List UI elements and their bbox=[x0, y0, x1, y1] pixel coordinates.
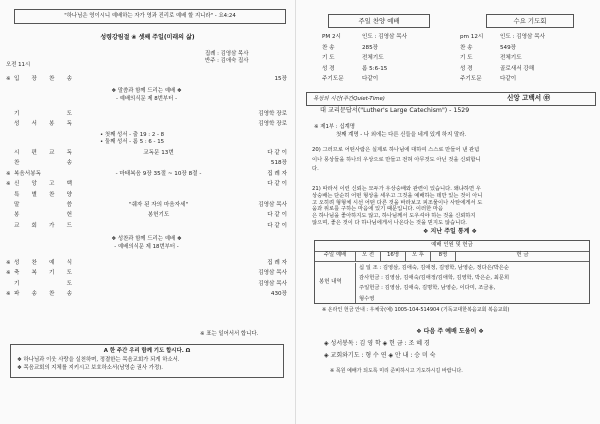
reading-second: • 둘째 성서 - 롬 5 : 6 - 15 bbox=[100, 139, 165, 145]
creed-line: 고 오히려 형형체 시선 어떤 다른 것을 바라보고 피조물이나 사탄에게서 도 bbox=[312, 199, 483, 206]
item-person: 김영삼 목사 bbox=[258, 280, 287, 287]
order-item bbox=[6, 258, 287, 268]
opening-hymn-block bbox=[6, 74, 287, 84]
creed-paragraph-20 bbox=[312, 146, 481, 175]
verse-box bbox=[14, 9, 286, 24]
item-person: 김영삼 목사 bbox=[258, 270, 287, 277]
offering-header: 헌 금 bbox=[516, 252, 529, 258]
item-marker: ※ bbox=[6, 260, 11, 266]
schedule-label: 주기도문 bbox=[322, 76, 344, 83]
schedule-row bbox=[460, 32, 590, 43]
item-label: 축 복 기 도 bbox=[14, 270, 72, 277]
item-marker: ※ bbox=[6, 181, 11, 188]
item-label: 봉 헌 bbox=[14, 212, 72, 219]
leader-presider: 집례 : 김영삼 목사 bbox=[205, 51, 249, 57]
item-marker: ※ bbox=[6, 291, 11, 298]
attendance-label: 주일 예배 bbox=[315, 252, 356, 261]
order-item bbox=[6, 200, 287, 210]
opening-verse: "하나님은 영이시니 예배하는 자가 영과 진리로 예배 할 지니라" - 요4:24 bbox=[64, 13, 236, 19]
creed-commandment: 첫째 계명 - 나 외에는 다른 신들을 네게 있게 하지 말라. bbox=[336, 132, 467, 138]
schedule-label: 성 경 bbox=[322, 65, 335, 72]
schedule-label: 기 도 bbox=[460, 55, 473, 62]
wednesday-prayer-header: 수요 기도회 bbox=[486, 14, 574, 28]
am-label: 오 전 bbox=[356, 252, 381, 261]
schedule-value: 롬 5:6-15 bbox=[362, 65, 388, 72]
announcements-column bbox=[300, 0, 600, 424]
schedule-value: 인도 : 김영삼 목사 bbox=[500, 34, 546, 40]
order-item bbox=[6, 109, 287, 119]
item-person: 집 례 자 bbox=[267, 170, 287, 177]
item-label: 찬 송 bbox=[14, 160, 72, 167]
offering-names bbox=[359, 263, 509, 304]
service-time: 오전 11시 bbox=[6, 62, 31, 68]
item-label: 신 앙 고 백 bbox=[14, 181, 72, 188]
schedule-label: PM 2시 bbox=[322, 34, 341, 40]
schedule-row bbox=[460, 74, 590, 85]
item-detail: - 마태복음 9장 35절 ~ 10장 8절 - bbox=[115, 170, 202, 177]
wednesday-prayer-schedule bbox=[460, 32, 590, 85]
order-item bbox=[6, 190, 287, 200]
creed-subtitle: 대 교리문답서("Luther's Large Catechism") - 1529 bbox=[320, 107, 470, 114]
item-person: 집 례 자 bbox=[267, 260, 287, 266]
item-person: 다 같 이 bbox=[267, 181, 287, 188]
order-item bbox=[6, 158, 287, 168]
order-item bbox=[6, 268, 287, 278]
schedule-value: 285장 bbox=[362, 44, 379, 51]
schedule-row bbox=[322, 32, 450, 43]
schedule-value: 전체기도 bbox=[362, 55, 384, 62]
item-marker: ※ bbox=[6, 76, 11, 82]
next-week-note: ※ 목원 예배가 되도록 미리 준비하시고 기도하시길 바랍니다. bbox=[330, 368, 463, 374]
pm-label: 오 후 bbox=[406, 252, 431, 261]
order-item bbox=[6, 169, 287, 179]
schedule-row bbox=[322, 53, 450, 64]
item-label: 파 송 찬 송 bbox=[14, 291, 72, 298]
order-item bbox=[6, 148, 287, 158]
pm-count: 8명 bbox=[431, 252, 456, 261]
standing-footnote: ※ 표는 일어서서 합니다. bbox=[200, 331, 259, 337]
sunday-praise-header: 주일 찬양 예배 bbox=[328, 14, 430, 28]
item-person: 518장 bbox=[270, 160, 287, 167]
offering-line: 형수영 bbox=[359, 295, 375, 302]
section-title-communion: ❖ 성찬과 함께 드리는 예배 ❖ bbox=[111, 236, 182, 242]
item-person: 15장 bbox=[274, 76, 287, 82]
order-item bbox=[6, 74, 287, 84]
prayer-box-title: A 한 주간 우리 함께 기도 합시다. Ω bbox=[103, 348, 191, 354]
creed-line: 21) 따라서 이런 신뢰는 모두가 우상숭배와 관련이 있습니다. 왜냐하면 우 bbox=[312, 186, 481, 192]
prayer-request-box bbox=[10, 344, 284, 378]
am-count: 16명 bbox=[381, 252, 406, 261]
creed-line: 다. bbox=[312, 166, 319, 172]
creed-line: 20) 그러므로 어떤사람은 실제로 하나님에 대하여 스스로 만들어 낸 관념 bbox=[312, 147, 480, 153]
item-person: 430장 bbox=[270, 291, 287, 298]
schedule-row bbox=[322, 64, 450, 75]
next-week-line-two: ◈ 교회와기도 : 형 수 연 ◈ 안 내 : 승 미 숙 bbox=[324, 352, 436, 359]
online-offering-info: ※ 온라인 헌금 안내 : 우체국(예) 1005-104-514904 (기독교대한복음교회 복음교회) bbox=[322, 307, 510, 313]
stats-subtitle: 예배 인원 및 헌금 bbox=[315, 242, 589, 252]
item-person: 다 같 이 bbox=[267, 222, 287, 229]
next-week-title: ❖ 다음 주 예배 도움이 ❖ bbox=[416, 328, 484, 335]
item-person: 다 같 이 bbox=[267, 212, 287, 219]
item-label: 말 씀 bbox=[14, 201, 72, 208]
item-label: 시 편 교 독 bbox=[14, 150, 72, 156]
schedule-label: 주기도문 bbox=[460, 76, 482, 83]
item-person: 김영학 장로 bbox=[258, 121, 287, 128]
attendance-row bbox=[315, 252, 589, 262]
schedule-row bbox=[460, 64, 590, 75]
reading-first: • 첫째 성서 - 출 19 : 2 - 8 bbox=[100, 132, 165, 138]
schedule-value: 인도 : 김영삼 목사 bbox=[362, 34, 408, 40]
schedule-label: pm 12시 bbox=[460, 34, 484, 40]
item-marker: ※ bbox=[6, 170, 11, 177]
creed-title: 신앙 고백서 ㊥ bbox=[507, 94, 551, 102]
creed-line: 은 하나님을 좋아하지도 않고, 하나님께서 도우셔야 하는 것을 신뢰하지 bbox=[312, 213, 476, 220]
sunday-praise-schedule bbox=[322, 32, 450, 85]
schedule-row bbox=[460, 53, 590, 64]
order-item bbox=[6, 221, 287, 231]
schedule-label: 기 도 bbox=[322, 55, 335, 62]
closing-block bbox=[6, 258, 287, 300]
section-title-word: ❖ 말씀과 함께 드리는 예배 ❖ bbox=[111, 88, 182, 94]
creed-line: 움과 위로를 구하는 마음에 있기 때문입니다. 이러한 마음 bbox=[312, 206, 444, 213]
readings-list bbox=[100, 132, 164, 146]
schedule-value: 골로새서 강해 bbox=[500, 65, 535, 72]
order-item bbox=[6, 210, 287, 220]
order-item bbox=[6, 179, 287, 189]
schedule-value: 다같이 bbox=[500, 76, 517, 83]
item-label: 기 도 bbox=[14, 280, 72, 287]
creed-paragraph-21 bbox=[312, 186, 482, 227]
item-label: 성 찬 예 식 bbox=[14, 260, 72, 266]
order-item bbox=[6, 119, 287, 129]
order-item bbox=[6, 279, 287, 289]
stats-box bbox=[314, 240, 590, 304]
stats-title: ❖ 지난 주일 통계 ❖ bbox=[423, 228, 477, 235]
creed-line: 이나 몽상들을 하나의 우상으로 만들고 전혀 아무것도 아닌 것을 신뢰합니 bbox=[312, 156, 481, 163]
prayer-reading-block bbox=[6, 109, 287, 130]
worship-theme: 성령강림절 ❀ 셋째 주일(미래의 삶) bbox=[100, 34, 195, 41]
item-label: 성 서 봉 독 bbox=[14, 121, 72, 128]
item-person: 김영삼 목사 bbox=[258, 201, 287, 208]
creed-line: 상숭배는 단순히 어떤 형상을 세우고 그것을 예배하는 데만 있는 것이 아니 bbox=[312, 192, 483, 199]
service-main-block bbox=[6, 148, 287, 231]
creed-heading: ※ 제1부 : 십계명 bbox=[314, 124, 355, 130]
creed-banner-box bbox=[306, 92, 596, 106]
order-item bbox=[6, 289, 287, 299]
item-detail: "쉐자 된 자의 마음자세" bbox=[128, 201, 189, 208]
schedule-label: 찬 송 bbox=[460, 44, 473, 51]
item-person: 다 같 이 bbox=[267, 150, 287, 156]
prayer-line-two: ❖ 목음교회의 지체를 지키시고 보호하소서(남영순 권사 가정). bbox=[17, 365, 164, 371]
creed-banner: 목상의 시간(주간Quiet-Time) bbox=[313, 96, 385, 102]
item-label: 복음서봉독 bbox=[14, 170, 42, 177]
schedule-row bbox=[322, 74, 450, 85]
item-detail: 교독문 13번 bbox=[143, 150, 174, 156]
creed-line: 않으며, 좋은 것이 다 하나님에게서 나온다는 것을 믿지도 않습니다. bbox=[312, 219, 467, 226]
item-label: 교 회 가 드 bbox=[14, 222, 72, 229]
offering-line: 주일헌금 : 김영삼, 김애숙, 김명학, 남영순, 이다미, 조금용, bbox=[359, 285, 496, 292]
item-detail: 봉헌기도 bbox=[147, 212, 170, 219]
leader-accompanist: 반주 : 김애숙 집사 bbox=[205, 58, 249, 64]
item-label: 입 장 찬 송 bbox=[14, 76, 72, 82]
item-marker: ※ bbox=[6, 270, 11, 277]
order-of-service-column bbox=[0, 0, 296, 424]
schedule-row bbox=[460, 43, 590, 54]
schedule-value: 전체기도 bbox=[500, 55, 522, 62]
prayer-line-one: ❖ 하나님과 이웃 사랑을 실천하며, 정결한는 목음교회가 되게 하소서. bbox=[17, 357, 180, 363]
item-label: 특 별 찬 양 bbox=[14, 191, 72, 198]
schedule-row bbox=[322, 43, 450, 54]
section-sub-word: - 예배의식문 제 8번부터 - bbox=[115, 96, 178, 102]
next-week-line-one: ◈ 성서봉독 : 김 영 학 ◈ 헌 금 : 조 혜 경 bbox=[324, 340, 430, 347]
item-label: 기 도 bbox=[14, 111, 72, 117]
offering-line: 감사헌금 : 김영삼, 김애숙/김애정/김애학, 김영학, 박은순, 최문희 bbox=[359, 275, 510, 282]
schedule-value: 549장 bbox=[500, 44, 517, 51]
schedule-label: 찬 송 bbox=[322, 44, 335, 51]
item-person: 김영학 장로 bbox=[258, 111, 287, 117]
section-sub-communion: - 예배의식문 제 18번부터 - bbox=[114, 244, 179, 250]
schedule-label: 성 경 bbox=[460, 65, 473, 72]
schedule-value: 다같이 bbox=[362, 76, 379, 83]
leaders bbox=[205, 51, 248, 65]
offering-label: 봉헌 내역 bbox=[319, 279, 342, 285]
offering-line: 십 일 조 : 김영삼, 김애숙, 김애정, 김영학, 남영순, 정다은/박은순 bbox=[359, 265, 509, 271]
